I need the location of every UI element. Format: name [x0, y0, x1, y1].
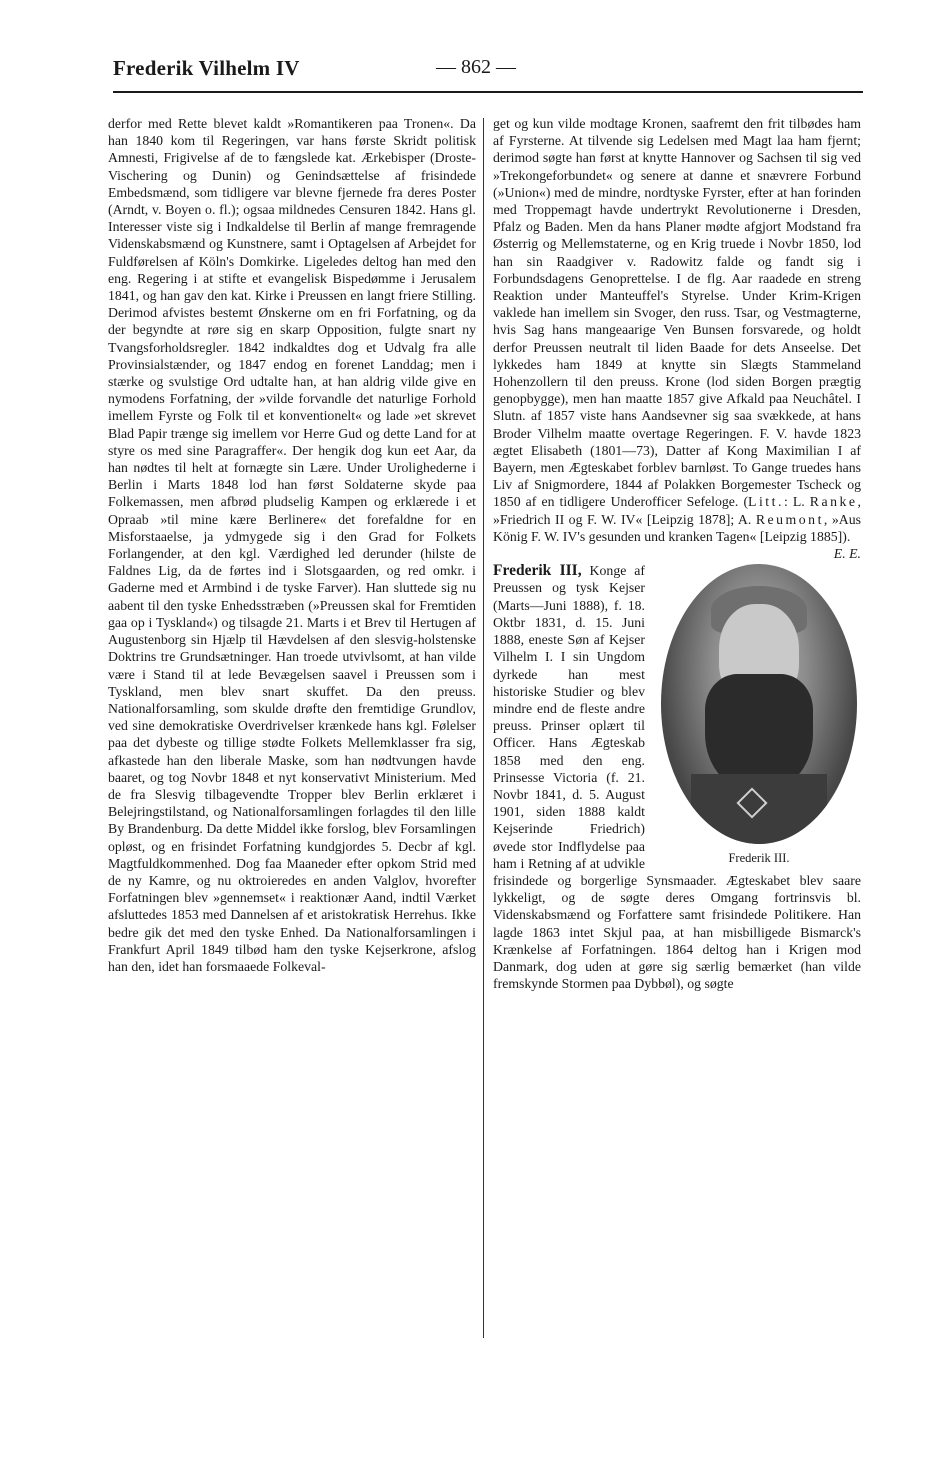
- litt-end: , »Aus König F. W. IV's gesunden und kranken Tagen« [Leipzig 1885]).: [493, 511, 862, 544]
- entry-frederik-iii: [493, 562, 861, 992]
- header-rule: [113, 91, 863, 93]
- portrait-caption: Frederik III.: [728, 851, 790, 866]
- litt-after-ranke: , »Friedrich II og F. W. IV« [Leipzig 1878]; A.: [493, 494, 861, 527]
- entry-body: Konge af Preussen og tysk Kejser (Marts—Juni 1888), f. 18. Oktbr 1831, d. 15. Juni 1888, eneste Søn af Kejser Vilhelm I. I sin Ungdom dyrkede han mest historiske Studier og blev mindre end de fleste andre preuss. Prinser oplært til Officer. Hans Ægteskab 1858 med den eng. Prinsesse Victoria (f. 21. Novbr 1841, d. 5. August 1901, siden 1888 kaldt Kejserinde Friedrich) øvede stor Indflydelse paa ham i Retning af at udvikle frisindede og borgerlige Synsmaader. Ægteskabet blev saare lykkeligt, og de søgte deres Omgang fortrinsvis bl. Videnskabsmænd og Forfattere samt frisindede Politikere. Han lagde 1863 intet Skjul paa, at han misbilligede Bismarck's Krænkelse af Forfatningen. 1864 deltog han i Krigen mod Danmark, dog uden at gøre sig særlig bemærket (han vilde fremskynde Stormen paa Dybbøl), og søgte: [493, 563, 861, 992]
- author-ranke: Ranke: [809, 494, 858, 510]
- right-column-text: [493, 115, 861, 545]
- portrait-figure: [653, 564, 865, 867]
- page-number: — 862 —: [436, 56, 516, 78]
- page-header: [113, 56, 863, 92]
- litt-mid: : L.: [783, 494, 810, 510]
- article-signature: E. E.: [833, 546, 861, 562]
- litt-label: Litt.: [748, 494, 784, 510]
- left-column: [108, 115, 476, 975]
- entry-heading: Frederik III,: [493, 562, 582, 580]
- right-column: [493, 115, 861, 992]
- author-reumont: Reumont: [755, 511, 824, 527]
- portrait-image: [661, 564, 857, 844]
- column-divider: [483, 118, 484, 1338]
- left-column-text: derfor med Rette blevet kaldt »Romantikeren paa Tronen«. Da han 1840 kom til Regeringen, var hans første Skridt politisk Amnesti, Frigivelse af de to fængslede kat. Ærkebisper (Droste-Vischering og Dunin) og Genindsættelse af frisindede Embedsmænd, som tidligere var blevne fjernede fra deres Poster (Arndt, v. Boyen o. fl.); ogsaa mildnedes Censuren 1842. Hans gl. Interesser viste sig i Indkaldelse til Berlin af mange fremragende Videnskabsmænd og Kunstnere, samt i Optagelsen af Arbejdet for Fuldførelsen af Köln's Domkirke. Ligeledes deltog han med den eng. Regering i at stifte et evangelisk Bispedømme i Jerusalem 1841, og han gav den kat. Kirke i Preussen en langt friere Stilling. Derimod afvistes bestemt Ønskerne om en fri Forfatning, og da der begyndte at røre sig en skarp Opposition, fulgte snart ny Tvangsforholdsregler. 1842 indkaldtes dog et Udvalg fra alle Provinsialstænder, og 1847 endog en forenet Landdag; men i stærke og svulstige Ord udtalte han, at han aldrig vilde give en nymodens Forfatning, der »vilde forvandle det naturlige Forhold imellem Fyrste og Folk til et konventionelt« og lade »et skrevet Blad Papir trænge sig imellem vor Herre Gud og dette Land for at styre os med sine Paragraffer«. Der hengik dog kun eet Aar, da han nødtes til helt at fornægte sin Lære. Under Urolighederne i Berlin i Marts 1848 lod han først Soldaterne skyde paa Folkemassen, men afbrød pludselig Kampen og erklærede i et Opraab »til mine kære Berlinere« det forefaldne for en Misforstaaelse, ja ydmygede sig i den Grad for Folkets Forlangender, at den kgl. Værdighed led derunder (hilste de Faldnes Lig, da de førtes ind i Slotsgaarden, og red omkr. i Gaderne med et Armbind i de tyske Farver). Han sluttede sig nu aabent til den tyske Enhedsstræben (»Preussen skal for Fremtiden gaa op i Tyskland«) og tilsagde 21. Marts i et Brev til Hertugen af Augustenborg sin Hjælp til Hævdelsen af den slesvig-holstenske Doktrins tre Grundsætninger. Han troede utvivlsomt, at han vilde være i Stand til at lede Bevægelsen saavel i Preussen som i Tyskland, men blev snart skuffet. Da den preuss. Nationalforsamling, som skulde drøfte den fremtidige Grundlov, ved sine demokratiske Overdrivelser krænkede hans kgl. Følelser paa det dybeste og tillige stødte Folkets Mellemklasser fra sig, afkastede han den liberale Maske, som han nødtvungen havde baaret, og tog Novbr 1848 et nyt konservativt Ministerium. Med de fra Slesvig tilbagevendte Tropper blev Berlin erklæret i Belejringstilstand, og Nationalforsamlingen forlagdes til den lille By Brandenburg. Da dette Middel ikke forslog, blev Forsamlingen opløst, og en frisindet Forfatning kundgjordes 5. Decbr af kgl. Magtfuldkommenhed. Dog faa Maaneder efter opkom Strid med de ny Kamre, og nu oktroieredes en anden Valglov, hvorefter Forfatningen blev »gennemset« i reaktionær Aand, indtil Værket afsluttedes 1853 med Dannelsen af et aristokratisk Herrehus. Ikke bedre gik det med den tyske Enhed. Da Nationalforsamlingen i Frankfurt April 1849 tilbød ham den tyske Kejserkrone, afslog han den, idet han forsmaaede Folkeval-: [108, 116, 476, 974]
- intro-text: get og kun vilde modtage Kronen, saafremt den frit tilbødes ham af Fyrsterne. At tilvende sig Ledelsen med Magt laa ham fjernt; derimod søgte han først at knytte Hannover og Sachsen til sig ved »Trekongeforbundet« og senere at danne et snævrere Forbund (»Union«) med de mindre, nordtyske Fyrster, efter at han forinden med Troppemagt havde undertrykt Revolutionerne i Dresden, Pfalz og Baden. Men da hans Planer mødte afgjort Modstand fra Østerrig og Mellemstaterne, og en Krig truede i Novbr 1850, lod han sin Raadgiver v. Radowitz falde og fandt sig i Forbundsdagens Genoprettelse. I de flg. Aar raadede en streng Reaktion under Manteuffel's Styrelse. Under Krim-Krigen vaklede han imellem sin Svoger, den russ. Tsar, og Vestmagterne, hvis Sag hans mangeaarige Ven Bunsen forsvarede, og holdt derfor Preussen neutralt til liden Baade for dets Anseelse. Det lykkedes ham 1849 at knytte sin Slægts Stammeland Hohenzollern til den preuss. Krone (lod siden Borgen prægtig genopbygge), men han maatte 1857 give Afkald paa Neuchâtel. I Slutn. af 1857 viste hans Aandsevner sig saa svækkede, at hans Broder Vilhelm maatte overtage Regeringen. F. V. havde 1823 ægtet Elisabeth (1801—73), Datter af Kong Maximilian I af Bayern, men Ægteskabet forblev barnløst. To Gange truedes hans Liv af Snigmordere, 1844 af Polakken Borgemester Tscheck og 1850 af en tidligere Underofficer Sefeloge. (: [493, 116, 861, 510]
- running-title: Frederik Vilhelm IV: [113, 56, 300, 80]
